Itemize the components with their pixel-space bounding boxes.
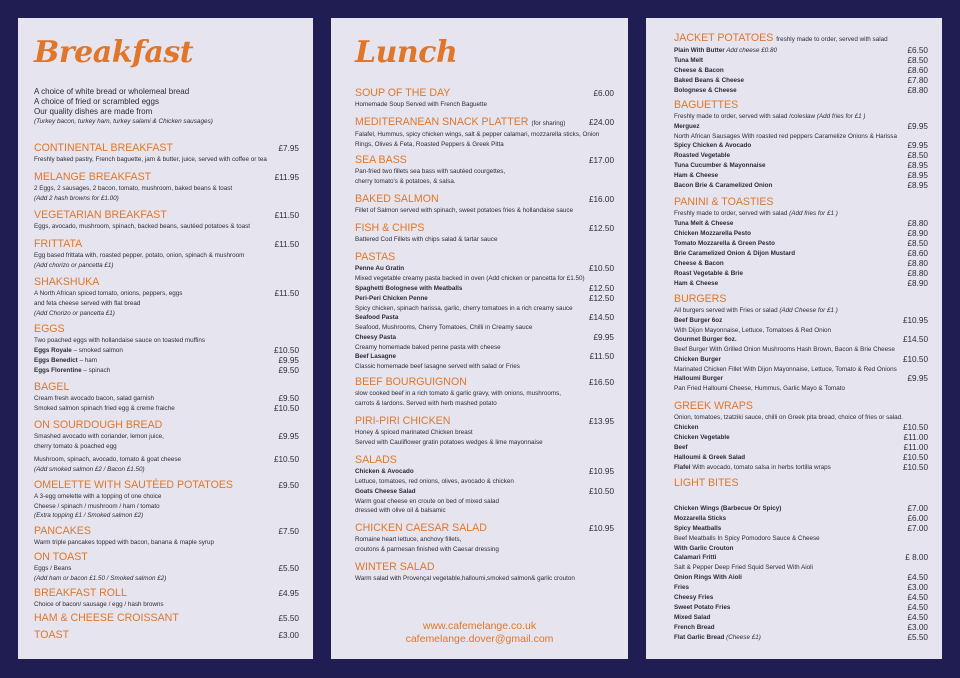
breakfast-panel [18, 18, 313, 659]
item-name: Cheese & Bacon [674, 259, 724, 267]
website-link[interactable]: www.cafemelange.co.uk [422, 620, 537, 632]
item-desc: Warm goat cheese en croute on bed of mixed salad [355, 497, 499, 505]
item-name: Mozzarella Sticks [674, 515, 727, 522]
fish-section [355, 222, 614, 245]
price: £8.95 [907, 181, 928, 191]
price: £9.50 [278, 481, 299, 490]
item-detail: With avocado, tomato salsa in herbs tortilla wraps [690, 463, 831, 471]
item-desc: 2 Eggs, 2 sausages, 2 bacon, tomato, mushroom, baked beans & toast [34, 185, 233, 192]
price: £4.95 [278, 589, 299, 598]
jacket-potatoes-section [674, 32, 928, 96]
section-title: SALADS [355, 454, 397, 466]
item-desc: Classic homemade beef lasagne served with salad or Fries [355, 363, 520, 371]
item-name: Chicken & Avocado [355, 468, 414, 475]
item-name: Flat Garlic Bread [674, 633, 725, 641]
section-title: BEEF BOURGUIGNON [355, 376, 467, 388]
shakshuka-section [34, 276, 299, 318]
sourdough-section [34, 419, 299, 474]
section-title: PANINI & TOASTIES [674, 196, 774, 208]
section-title: ON TOAST [34, 551, 88, 563]
bourguignon-section [355, 376, 614, 408]
item-desc: dressed with olive oil & balsamic [355, 507, 446, 515]
section-title: FISH & CHIPS [355, 222, 425, 234]
item-name: Fries [674, 583, 690, 591]
email-link[interactable]: cafemelange.dover@gmail.com [405, 633, 554, 645]
item-name: Chicken Vegetable [674, 433, 730, 441]
item-desc: Warm triple pancakes topped with bacon, banana & maple syrup [34, 539, 215, 546]
item-desc: cherry tomato's & potatoes, & salsa. [355, 177, 456, 185]
pastas-section [355, 251, 614, 372]
light-bites-section [674, 477, 928, 643]
item-desc: Honey & spiced marinated Chicken breast [355, 429, 473, 436]
price: £9.95 [907, 141, 928, 151]
item-desc: Smoked salmon spinach fried egg & creme fraiche [34, 405, 175, 412]
item-name: Bolognese & Cheese [674, 87, 737, 94]
item-desc: Mixed vegetable creamy pasta backed in oven (Add chicken or pancetta for £1.50) [355, 275, 585, 282]
item-desc: Rings, Olives & Feta, Roasted Peppers & Greek Pitta [355, 140, 504, 148]
price: £7.50 [278, 527, 299, 536]
vegetarian-section [34, 209, 299, 232]
bagel-section [34, 381, 299, 414]
price: £8.60 [907, 66, 928, 75]
item-name: Spaghetti Bolognese with Meatballs [355, 284, 463, 292]
breakfast-intro [34, 87, 299, 127]
price: £10.95 [588, 524, 614, 533]
item-detail: – ham [77, 356, 98, 364]
price: £9.50 [278, 365, 299, 375]
section-note: (Add Cheese for £1 ) [779, 307, 838, 314]
eggs-section [34, 323, 299, 376]
item-name: Goats Cheese Salad [355, 487, 416, 495]
item-name: Onion Rings With Aioli [674, 573, 742, 581]
item-desc: Cream fresh avocado bacon, salad garnish [34, 395, 155, 402]
item-name: Beef Burger 6oz [674, 316, 723, 324]
item-desc: Seafood, Mushrooms, Cherry Tomatoes, Chilli in Creamy sauce [355, 324, 533, 332]
frittata-section [34, 238, 299, 270]
item-name: Mixed Salad [674, 613, 711, 621]
price: £ 8.00 [905, 553, 928, 563]
section-title: BAGUETTES [674, 99, 739, 111]
price: £6.00 [907, 514, 928, 523]
item-desc: slow cooked beef in a rich tomato & garlic gravy, with onions, mushrooms, [355, 390, 562, 397]
item-desc: Freshly baked pastry, French baguette, jam & butter, juice, served with coffee or tea [34, 156, 267, 163]
price: £10.50 [902, 354, 928, 364]
item-name: Sweet Potato Fries [674, 603, 731, 611]
section-desc: Freshly made to order, served with salad [674, 210, 790, 217]
price: £4.50 [907, 612, 928, 622]
piri-section [355, 415, 614, 447]
item-name: Tuna Melt [674, 57, 703, 64]
roll-section [34, 587, 299, 610]
price: £9.95 [278, 432, 299, 441]
price: £3.00 [907, 622, 928, 632]
item-name: Ham & Cheese [674, 279, 719, 287]
baguettes-section [674, 99, 928, 191]
item-name: Beef [674, 443, 688, 451]
item-desc: Salt & Pepper Deep Fried Squid Served With Aioli [674, 564, 813, 572]
section-title: BAGEL [34, 381, 70, 393]
omelette-section [34, 479, 299, 521]
section-title: CHICKEN CAESAR SALAD [355, 522, 487, 534]
price: £16.50 [588, 378, 614, 387]
item-desc: Eggs, avocado, mushroom, spinach, backed beans, sautéed potatoes & toast [34, 223, 250, 230]
pancakes-section [34, 525, 299, 548]
price: £11.50 [589, 352, 614, 362]
price: £11.00 [903, 432, 928, 442]
item-name: Cheesy Pasta [355, 333, 396, 341]
melange-section [34, 171, 299, 203]
item-desc: Pan Fried Halloumi Cheese, Hummus, Garlic Mayo & Tomato [674, 385, 846, 393]
item-name: Merguez [674, 122, 700, 130]
item-desc: Romaine heart lettuce, anchovy fillets, [355, 536, 462, 543]
price: £11.50 [274, 289, 299, 298]
item-name: Chicken Wings (Barbecue Or Spicy) [674, 505, 782, 512]
item-name: French Bread [674, 623, 715, 631]
section-title: VEGETARIAN BREAKFAST [34, 209, 167, 221]
item-name: Penne Au Gratin [355, 265, 405, 272]
section-subtitle: freshly made to order, served with salad [776, 36, 888, 43]
price: £4.50 [907, 572, 928, 582]
section-title: SEA BASS [355, 154, 407, 166]
winter-section [355, 561, 614, 584]
greek-wraps-section [674, 400, 928, 473]
price: £10.50 [902, 422, 928, 432]
price: £10.50 [902, 452, 928, 462]
item-name: Chicken Burger [674, 355, 721, 363]
item-desc: Egg based frittata with, roasted pepper, potato, onion, spinach & mushroom [34, 252, 245, 259]
item-desc: Homemade Soup Served with French Baguette [355, 101, 487, 108]
item-desc: Served with Cauliflower gratin potatoes wedges & lime mayonnaise [355, 438, 543, 446]
section-subtitle: (for sharing) [531, 120, 566, 127]
item-desc: A North African spiced tomato, onions, peppers, eggs [34, 290, 183, 297]
item-desc: With Garlic Crouton [674, 544, 734, 552]
section-note: (Add fries for £1 ) [789, 210, 838, 217]
item-name: Beef Lasagne [355, 353, 396, 361]
price: £10.50 [588, 264, 614, 273]
item-desc: cherry tomato & poached egg [34, 443, 117, 450]
snacks-panel [646, 18, 942, 659]
section-desc: All burgers served with Fries or salad [674, 307, 780, 314]
intro-line: A choice of white bread or wholemeal bread [34, 87, 190, 96]
item-name: Ham & Cheese [674, 172, 719, 180]
price: £10.95 [902, 315, 928, 325]
item-desc: Marinated Chicken Fillet With Dijon Mayonnaise, Lettuce, Tomato & Red Onions [674, 365, 897, 373]
section-title: HAM & CHEESE CROISSANT [34, 612, 179, 624]
price: £8.90 [907, 228, 928, 238]
item-name: Eggs Royale [34, 346, 72, 354]
item-name: Roasted Vegetable [674, 152, 730, 160]
item-name: Flafel [674, 463, 691, 471]
item-name: Calamari Fritti [674, 554, 717, 562]
section-desc: Onion, tomatoes, tzatziki sauce, chilli on Greek pita bread, choice of fries or salad. [674, 414, 903, 421]
price: £16.00 [588, 195, 614, 204]
caesar-section [355, 522, 614, 554]
price: £7.95 [278, 144, 299, 153]
price: £12.50 [588, 283, 614, 293]
item-desc: Pan-fried two fillets sea bass with sautéed courgettes, [355, 168, 506, 175]
section-title: BREAKFAST ROLL [34, 587, 127, 599]
item-name: Peri-Peri Chicken Penne [355, 294, 428, 302]
item-desc: A 3-egg omelette with a topping of one choice [34, 493, 162, 500]
section-title: EGGS [34, 323, 65, 335]
price: £7.00 [907, 524, 928, 533]
section-title: PIRI-PIRI CHICKEN [355, 415, 451, 427]
section-title: BURGERS [674, 293, 727, 305]
price: £10.50 [273, 454, 299, 464]
price: £8.95 [907, 171, 928, 181]
price: £13.95 [588, 417, 614, 426]
item-name: Plain With Butter [674, 47, 725, 54]
price: £11.50 [274, 240, 299, 249]
price: £5.50 [278, 564, 299, 573]
section-title: PANCAKES [34, 525, 91, 537]
price: £8.90 [907, 278, 928, 288]
salmon-section [355, 193, 614, 216]
price: £9.95 [278, 355, 299, 365]
price: £6.00 [593, 89, 614, 98]
breakfast-title: Breakfast [34, 35, 194, 70]
item-desc: Beef Meatballs In Spicy Pomodoro Sauce & Cheese [674, 535, 820, 542]
price: £8.80 [907, 258, 928, 268]
item-name: Cheese & Bacon [674, 67, 724, 74]
item-name: Tomato Mozzarella & Green Pesto [674, 239, 776, 247]
price: £6.50 [907, 46, 928, 55]
item-name: Baked Beans & Cheese [674, 77, 744, 84]
price: £7.80 [907, 76, 928, 85]
platter-section [355, 116, 614, 149]
on-toast-section [34, 551, 299, 584]
item-desc: With Dijon Mayonnaise, Lettuce, Tomatoes & Red Onion [674, 326, 832, 334]
price: £8.80 [907, 218, 928, 228]
section-title: MELANGE BREAKFAST [34, 171, 152, 183]
price: £4.50 [907, 602, 928, 612]
intro-line: A choice of fried or scrambled eggs [34, 97, 159, 106]
item-name: Spicy Chicken & Avocado [674, 142, 752, 150]
item-desc: Choice of bacon/ sausage / egg / hash browns [34, 601, 164, 608]
panini-section [674, 196, 928, 289]
price: £7.00 [907, 504, 928, 513]
section-title: BAKED SALMON [355, 193, 439, 205]
item-detail: – smoked salmon [71, 346, 123, 354]
price: £3.00 [278, 631, 299, 640]
section-title: JACKET POTATOES [674, 32, 774, 44]
item-name: Tuna Melt & Cheese [674, 219, 734, 227]
item-name: Brie Caramelized Onion & Dijon Mustard [674, 249, 796, 257]
item-name: Bacon Brie & Caramelized Onion [674, 182, 773, 190]
price: £8.60 [907, 248, 928, 258]
price: £11.50 [274, 211, 299, 220]
price: £9.95 [907, 374, 928, 384]
item-name: Spicy Meatballs [674, 525, 722, 532]
price: £8.50 [907, 238, 928, 248]
item-name: Roast Vegetable & Brie [674, 269, 743, 277]
item-desc: North African Sausages With roasted red peppers Caramelize Onions & Harissa [674, 132, 897, 140]
lunch-title: Lunch [355, 35, 458, 70]
item-name: Gourmet Burger 6oz. [674, 336, 737, 344]
section-title: TOAST [34, 629, 70, 641]
price: £3.00 [907, 582, 928, 592]
section-desc: Freshly made to order, served with salad /coleslaw [674, 113, 817, 120]
price: £24.00 [588, 118, 614, 127]
item-name: Eggs Benedict [34, 356, 78, 364]
item-note: (Add Chorizo or pancetta £1) [34, 309, 115, 317]
price: £9.95 [593, 332, 614, 342]
price: £11.95 [274, 173, 299, 182]
item-desc: croutons & parmesan finished with Caesar dressing [355, 545, 499, 553]
item-desc: Lettuce, tomatoes, red onions, olives, avocado & chicken [355, 478, 514, 485]
lunch-panel [331, 18, 628, 659]
section-title: MEDITERANEAN SNACK PLATTER [355, 116, 529, 128]
price: £14.50 [588, 313, 614, 323]
section-title: LIGHT BITES [674, 477, 739, 489]
section-title: SHAKSHUKA [34, 276, 100, 288]
soup-section [355, 87, 614, 110]
section-note: (Add fries for £1 ) [816, 113, 866, 120]
section-title: WINTER SALAD [355, 561, 435, 573]
section-title: SOUP OF THE DAY [355, 87, 451, 99]
continental-section [34, 142, 299, 165]
price: £11.00 [903, 442, 928, 452]
burgers-section [674, 293, 928, 394]
price: £10.50 [273, 345, 299, 355]
item-note: (Add 2 hash browns for £1.00) [34, 194, 119, 202]
price: £12.50 [588, 224, 614, 233]
price: £4.50 [907, 592, 928, 602]
section-title: FRITTATA [34, 238, 83, 250]
item-note: (Add smoked salmon £2 / Bacon £1.50) [34, 465, 145, 473]
price: £10.50 [902, 462, 928, 472]
item-note: (Add ham or bacon £1.50 / Smoked salmon £2) [34, 575, 167, 582]
seabass-section [355, 154, 614, 186]
price: £9.50 [278, 394, 299, 403]
item-desc: Cheese / spinach / mushroom / ham / tomato [34, 502, 160, 510]
item-desc: Fillet of Salmon served with spinach, sweet potatoes fries & hollandaise sauce [355, 207, 574, 214]
item-detail: Add cheese £0.80 [724, 47, 777, 54]
item-desc: Smashed avocado with coriander, lemon juice, [34, 433, 164, 440]
item-name: Chicken Mozzarella Pesto [674, 229, 751, 237]
intro-line: Our quality dishes are made from [34, 107, 153, 116]
price: £10.50 [273, 404, 299, 413]
intro-note: (Turkey bacon, turkey ham, turkey salami & Chicken sausages) [34, 118, 213, 125]
item-name: Halloumi & Greek Salad [674, 453, 746, 461]
item-name: Cheesy Fries [674, 593, 714, 601]
item-desc: Creamy homemade baked penne pasta with cheese [355, 343, 501, 351]
item-desc: Warm salad with Provençal vegetable,halloumi,smoked salmon& garlic crouton [355, 575, 575, 582]
item-note: (Add chorizo or pancetta £1) [34, 261, 114, 269]
section-title: OMELETTE WITH SAUTÉED POTATOES [34, 479, 233, 491]
item-name: Eggs Florentine [34, 366, 82, 374]
item-desc: Two poached eggs with hollandaise sauce on toasted muffins [34, 337, 206, 344]
item-desc: Beef Burger With Grilled Onion Mushrooms Hash Brown, Bacon & Brie Cheese [674, 346, 895, 354]
item-note: (Extra topping £1 / Smoked salmon £2) [34, 512, 144, 520]
price: £14.50 [902, 335, 928, 345]
item-desc: Eggs / Beans [34, 565, 72, 572]
item-name: Tuna Cucumber & Mayonnaise [674, 162, 766, 170]
croissant-section [34, 612, 299, 625]
item-detail: (Cheese £1) [724, 633, 761, 641]
item-desc: Mushroom, spinach, avocado, tomato & goat cheese [34, 455, 182, 463]
price: £8.50 [907, 151, 928, 161]
item-detail: – spinach [81, 366, 111, 374]
item-desc: Battered Cod Fillets with chips salad & tartar sauce [355, 236, 498, 243]
price: £8.95 [907, 161, 928, 171]
item-desc: carrots & lardons. Served with herb mashed potato [355, 399, 497, 407]
item-name: Seafood Pasta [355, 314, 399, 322]
price: £9.95 [907, 121, 928, 131]
section-title: GREEK WRAPS [674, 400, 753, 412]
section-title: PASTAS [355, 251, 396, 263]
price: £8.80 [907, 268, 928, 278]
price: £12.50 [588, 293, 614, 303]
price: £8.50 [907, 56, 928, 65]
price: £17.00 [588, 156, 614, 165]
salads-section [355, 454, 614, 516]
price: £5.50 [278, 614, 299, 623]
price: £10.95 [588, 467, 614, 476]
section-title: ON SOURDOUGH BREAD [34, 419, 163, 431]
item-name: Halloumi Burger [674, 375, 723, 383]
item-desc: Falafel, Hummus, spicy chicken wings, salt & pepper calamari, mozzarella sticks, Onion [355, 131, 600, 138]
price: £8.80 [907, 86, 928, 95]
section-title: CONTINENTAL BREAKFAST [34, 142, 173, 154]
item-desc: and feta cheese served with flat bread [34, 300, 141, 307]
price: £10.50 [588, 486, 614, 496]
price: £5.50 [907, 632, 928, 642]
item-desc: Spicy chicken, spinach harissa, garlic, cherry tomatoes in a rich creamy sauce [355, 304, 573, 312]
item-name: Chicken [674, 423, 699, 431]
toast-section [34, 629, 299, 642]
